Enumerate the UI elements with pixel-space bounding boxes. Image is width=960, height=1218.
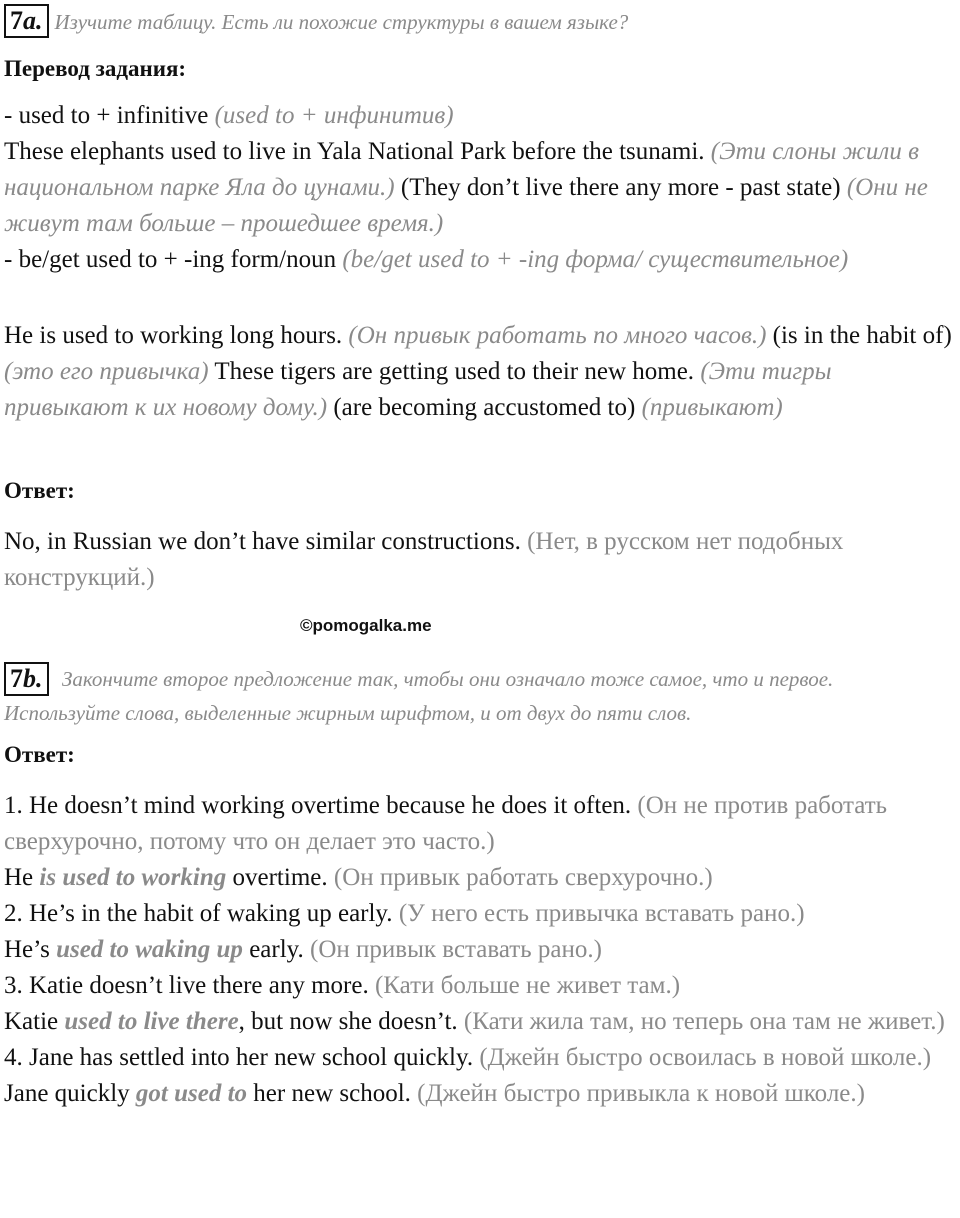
task-7a-header	[4, 4, 628, 39]
task-7a-letter: a.	[23, 6, 43, 35]
task-7a-answer-ru: (Нет, в русском нет подобных конструкций.)	[4, 528, 844, 591]
task-7b-letter: b.	[23, 664, 43, 693]
example-3-note-en: (are becoming accustomed to)	[333, 394, 636, 421]
item-3-answer-pre: Katie	[4, 1008, 65, 1035]
example-2-note-ru: (это его привычка)	[4, 358, 209, 385]
item-1-answer-post: overtime.	[226, 864, 328, 891]
item-4-answer-ru: (Джейн быстро привыкла к новой школе.)	[417, 1080, 865, 1107]
task-7b-answers	[4, 788, 958, 1112]
example-2-note-en: (is in the habit of)	[772, 322, 952, 349]
rule-2-ru: (be/get used to + -ing форма/ существительное)	[342, 246, 849, 273]
example-2-en: He is used to working long hours.	[4, 322, 343, 349]
item-2-answer-pre: He’s	[4, 936, 57, 963]
example-1-block	[4, 134, 958, 242]
list-item	[4, 1076, 958, 1112]
item-2-answer-ru: (Он привык вставать рано.)	[310, 936, 602, 963]
rule-1-line	[4, 98, 958, 134]
copyright-watermark: ©pomogalka.me	[300, 616, 432, 635]
item-2-answer-highlight: used to waking up	[56, 936, 243, 963]
translation-heading: Перевод задания:	[4, 56, 187, 81]
list-item	[4, 896, 958, 932]
example-1-note-ru: (Они не живут там больше – прошедшее время.)	[4, 174, 928, 237]
item-1-answer-highlight: is used to working	[39, 864, 227, 891]
list-item	[4, 788, 958, 860]
example-2-ru: (Он привык работать по много часов.)	[348, 322, 767, 349]
example-1-en: These elephants used to live in Yala National Park before the tsunami.	[4, 138, 705, 165]
item-3-question-ru: (Кати больше не живет там.)	[374, 972, 681, 999]
item-4-answer-post: her new school.	[247, 1080, 411, 1107]
item-3-answer-post: , but now she doesn’t.	[238, 1008, 458, 1035]
task-7b-instruction: Закончите второе предложение так, чтобы они означало тоже самое, что и первое. Используйте слова, выделенные жирным шрифтом, и от двух до пяти слов.	[4, 667, 834, 725]
task-7a-answer-heading: Ответ:	[4, 478, 75, 503]
item-3-question-en: 3. Katie doesn’t live there any more.	[4, 972, 369, 999]
list-item	[4, 1040, 958, 1076]
example-3-en: These tigers are getting used to their new home.	[214, 358, 695, 385]
example-3-ru: (Эти тигры привыкают к их новому дому.)	[4, 358, 832, 421]
task-7b-answer-heading: Ответ:	[4, 742, 75, 767]
task-7a-translation-body	[4, 98, 958, 278]
item-4-answer-highlight: got used to	[135, 1080, 248, 1107]
task-7b-number: 7	[10, 664, 23, 693]
list-item	[4, 968, 958, 1004]
item-2-question-ru: (У него есть привычка вставать рано.)	[398, 900, 805, 927]
item-1-answer-ru: (Он привык работать сверхурочно.)	[333, 864, 713, 891]
item-3-answer-ru: (Кати жила там, но теперь она там не живет.)	[463, 1008, 945, 1035]
item-4-question-en: 4. Jane has settled into her new school quickly.	[4, 1044, 474, 1071]
task-7a-instruction: Изучите таблицу. Есть ли похожие структуры в вашем языке?	[54, 10, 629, 34]
item-4-answer-pre: Jane quickly	[4, 1080, 136, 1107]
rule-2-en: - be/get used to + -ing form/noun	[4, 246, 337, 273]
list-item	[4, 860, 958, 896]
list-item	[4, 1004, 958, 1040]
example-1-note-en: (They don’t live there any more - past state)	[400, 174, 841, 201]
item-1-question-en: 1. He doesn’t mind working overtime because he does it often.	[4, 792, 632, 819]
item-1-question-ru: (Он не против работать сверхурочно, потому что он делает это часто.)	[4, 792, 888, 855]
task-7a-examples-body	[4, 318, 958, 426]
item-2-question-en: 2. He’s in the habit of waking up early.	[4, 900, 393, 927]
task-7a-answer	[4, 524, 958, 596]
example-1-ru: (Эти слоны жили в национальном парке Яла до цунами.)	[4, 138, 919, 201]
item-4-question-ru: (Джейн быстро освоилась в новой школе.)	[479, 1044, 932, 1071]
task-7a-answer-en: No, in Russian we don’t have similar constructions.	[4, 528, 521, 555]
list-item	[4, 932, 958, 968]
item-2-answer-post: early.	[242, 936, 304, 963]
task-7a-number: 7	[10, 6, 23, 35]
example-3-note-ru: (привыкают)	[641, 394, 783, 421]
task-7a-number-box	[4, 4, 49, 38]
item-1-answer-pre: He	[4, 864, 40, 891]
item-3-answer-highlight: used to live there	[64, 1008, 239, 1035]
rule-1-en: - used to + infinitive	[4, 102, 209, 129]
rule-2-line	[4, 242, 958, 278]
rule-1-ru: (used to + инфинитив)	[214, 102, 454, 129]
